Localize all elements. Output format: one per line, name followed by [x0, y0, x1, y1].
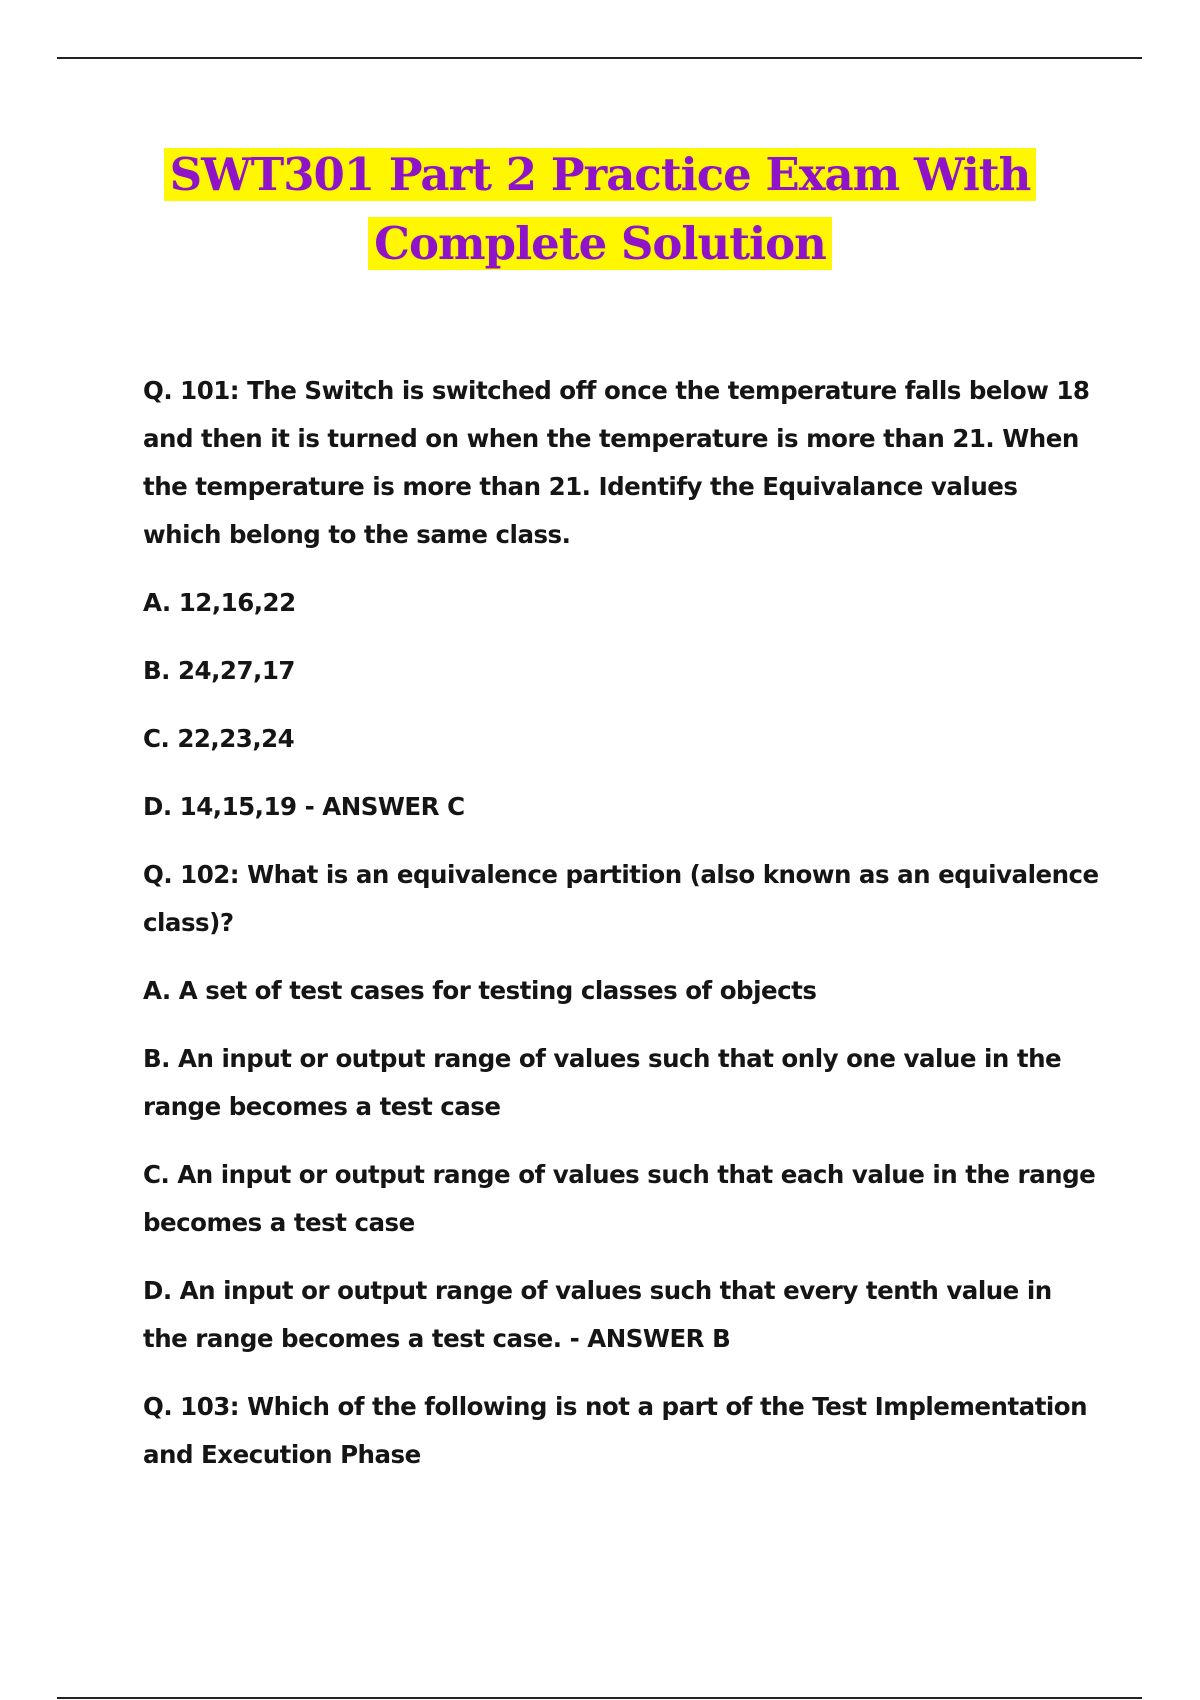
question-102-text: Q. 102: What is an equivalence partition (also known as an equivalence class)? — [143, 860, 1099, 937]
header-rule — [57, 57, 1142, 59]
title-line-1: SWT301 Part 2 Practice Exam With — [164, 148, 1037, 201]
question-101-option-b: B. 24,27,17 — [143, 656, 295, 685]
question-101-option-c: C. 22,23,24 — [143, 724, 295, 753]
question-101-option-d: D. 14,15,19 - ANSWER C — [143, 792, 465, 821]
title-line-2: Complete Solution — [368, 217, 832, 270]
document-body — [143, 367, 1103, 1499]
question-102-option-a: A. A set of test cases for testing classes of objects — [143, 976, 817, 1005]
question-102-option-d: D. An input or output range of values such that every tenth value in the range becomes a test case. - ANSWER B — [143, 1276, 1052, 1353]
question-103-text: Q. 103: Which of the following is not a part of the Test Implementation and Execution Phase — [143, 1392, 1088, 1469]
document-title — [0, 140, 1200, 278]
question-102-option-c: C. An input or output range of values such that each value in the range becomes a test case — [143, 1160, 1096, 1237]
question-101-option-a: A. 12,16,22 — [143, 588, 296, 617]
question-101-text: Q. 101: The Switch is switched off once the temperature falls below 18 and then it is turned on when the temperature is more than 21. When the temperature is more than 21. Identify the Equivalance values which belong to the same class. — [143, 376, 1090, 549]
footer-rule — [57, 1697, 1142, 1699]
question-102-option-b: B. An input or output range of values such that only one value in the range becomes a test case — [143, 1044, 1062, 1121]
